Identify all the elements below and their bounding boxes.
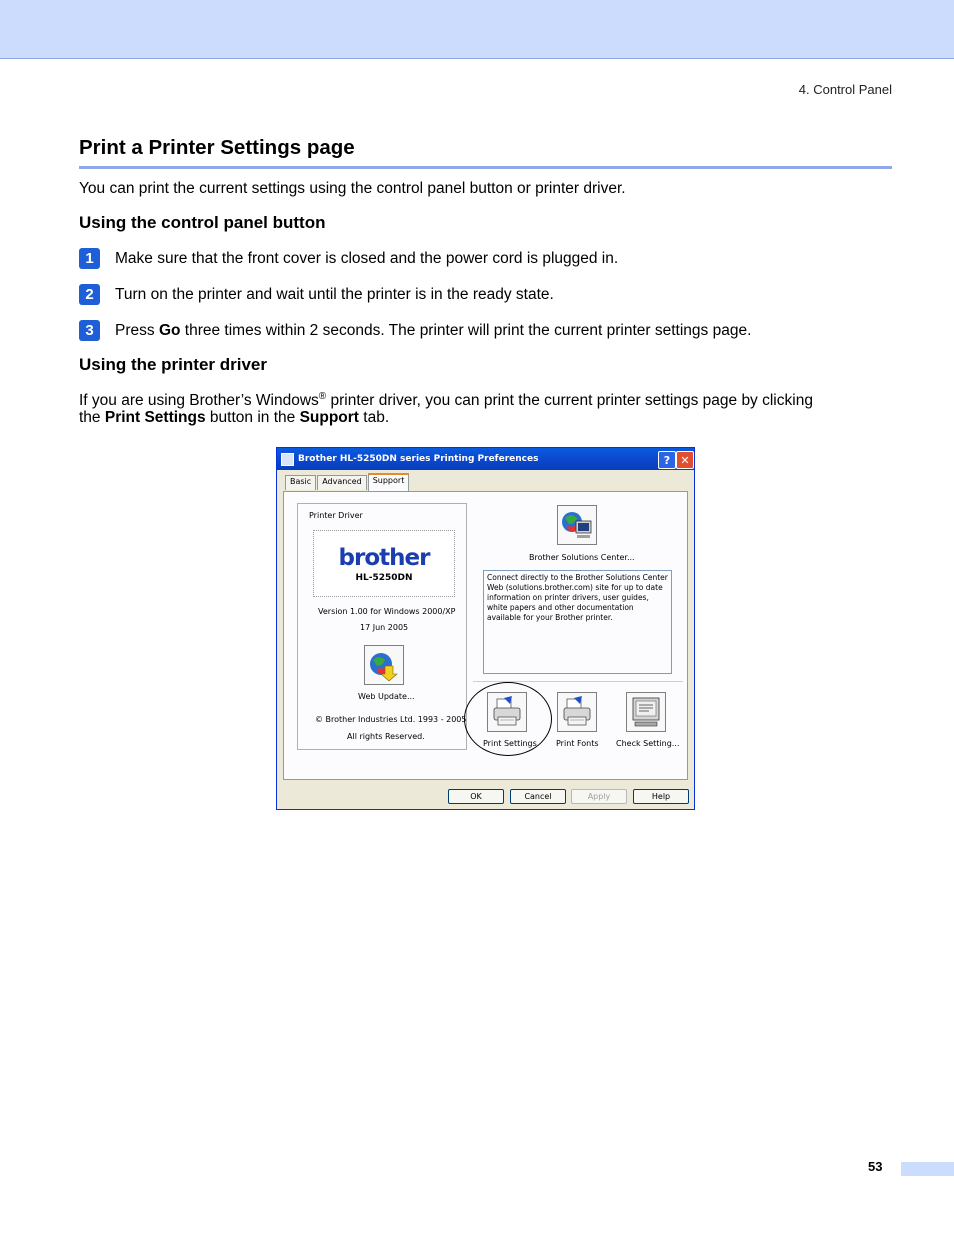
tab-basic[interactable]: Basic: [285, 475, 316, 490]
control-panel-heading: Using the control panel button: [79, 213, 326, 232]
monitor-icon: [629, 695, 663, 729]
help-button[interactable]: Help: [633, 789, 689, 804]
globe-computer-icon: [560, 508, 594, 542]
step-text-3: Press Go three times within 2 seconds. The printer will print the current printer settings page.: [115, 321, 752, 339]
brother-logo: brother HL-5250DN: [313, 530, 455, 597]
section-title: Print a Printer Settings page: [79, 136, 355, 159]
tab-strip: [285, 475, 410, 491]
group-label: Printer Driver: [309, 511, 363, 520]
step-text-2: Turn on the printer and wait until the printer is in the ready state.: [115, 285, 554, 303]
header-band: [0, 0, 954, 59]
step-1: [79, 248, 618, 269]
close-icon[interactable]: ✕: [676, 451, 694, 469]
step-3: [79, 320, 751, 341]
step-text-1: Make sure that the front cover is closed and the power cord is plugged in.: [115, 249, 619, 267]
printing-preferences-dialog: [276, 447, 695, 810]
tab-advanced[interactable]: Advanced: [317, 475, 367, 490]
ok-button[interactable]: OK: [448, 789, 504, 804]
dialog-title: Brother HL-5250DN series Printing Preferences: [298, 454, 539, 464]
apply-button[interactable]: Apply: [571, 789, 627, 804]
printer-icon: [281, 453, 294, 466]
cancel-button[interactable]: Cancel: [510, 789, 566, 804]
date-text: 17 Jun 2005: [360, 623, 409, 632]
model-name: HL-5250DN: [355, 572, 413, 583]
tab-support[interactable]: Support: [368, 473, 410, 491]
printer-fonts-icon: [560, 695, 594, 729]
driver-heading: Using the printer driver: [79, 355, 267, 374]
version-text: Version 1.00 for Windows 2000/XP: [318, 607, 456, 616]
check-setting-label[interactable]: Check Setting...: [616, 739, 680, 748]
page-number-bar: [901, 1162, 954, 1176]
highlight-circle: [464, 682, 552, 756]
rights-text: All rights Reserved.: [347, 732, 425, 741]
print-fonts-button[interactable]: [557, 692, 597, 732]
solutions-center-button[interactable]: [557, 505, 597, 545]
globe-update-icon: [367, 648, 401, 682]
chapter-label: 4. Control Panel: [798, 82, 892, 97]
print-fonts-label[interactable]: Print Fonts: [556, 739, 599, 748]
dialog-titlebar[interactable]: [277, 448, 694, 470]
help-icon[interactable]: ?: [658, 451, 676, 469]
title-rule: [79, 166, 892, 169]
driver-paragraph-line1: If you are using Brother’s Windows® printer driver, you can print the current printer settings page by clicking: [79, 391, 813, 410]
check-setting-button[interactable]: [626, 692, 666, 732]
info-textbox: Connect directly to the Brother Solutions Center Web (solutions.brother.com) site for up to date information on printer drivers, user guides, white papers and other documentation available for your Brother printer.: [483, 570, 672, 674]
web-update-button[interactable]: [364, 645, 404, 685]
intro-paragraph: You can print the current settings using the control panel button or printer driver.: [79, 180, 626, 197]
copyright-text: © Brother Industries Ltd. 1993 - 2005: [315, 715, 467, 724]
step-number-2: 2: [79, 284, 100, 305]
print-settings-label[interactable]: Print Settings: [483, 739, 537, 748]
driver-paragraph-line2: the Print Settings button in the Support tab.: [79, 409, 390, 426]
web-update-label[interactable]: Web Update...: [358, 692, 415, 701]
step-number-3: 3: [79, 320, 100, 341]
solutions-center-label[interactable]: Brother Solutions Center...: [529, 553, 635, 562]
page-number: 53: [868, 1159, 883, 1174]
step-number-1: 1: [79, 248, 100, 269]
step-2: [79, 284, 554, 305]
